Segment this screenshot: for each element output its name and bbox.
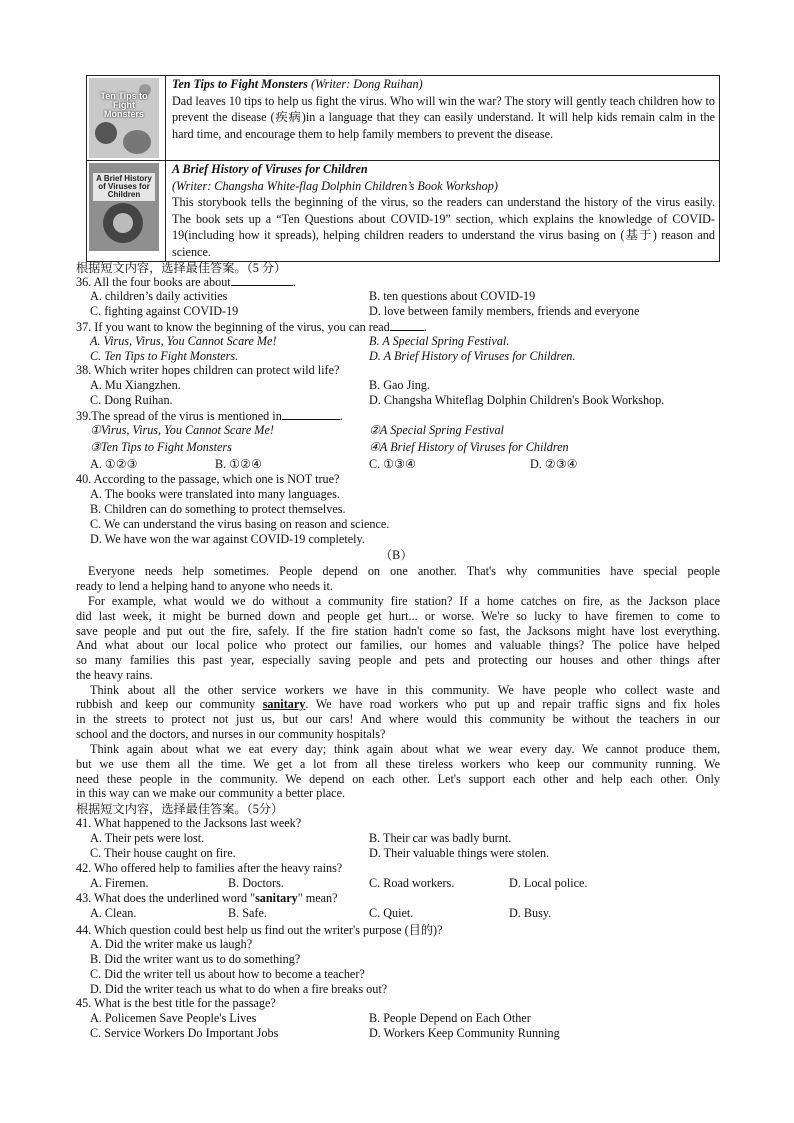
option-38-b: B. Gao Jing. [369,378,430,392]
passage-line: For example, what would we do without a community fire station? If a home catches on fire, as the Jackson place [88,594,720,608]
passage-line: need these people in the community. We depend on each other. Let's support each other and help each other. Only [76,772,720,786]
question-45: 45. What is the best title for the passage? [76,996,276,1010]
question-stem: 36. All the four books are about [76,275,231,289]
passage-line: And what about our local police who protect our families, our homes and valuable things? The police have helped [76,638,720,652]
question-37: 37. If you want to know the beginning of the virus, you can read . [76,320,427,334]
book-description [166,76,720,161]
question-stem: " mean? [297,891,338,905]
option-39-c: C. ①③④ [369,457,417,471]
book-row [87,161,720,262]
option-38-c: C. Dong Ruihan. [90,393,173,407]
section-b-instruction: 根据短文内容，选择最佳答案。（5分） [76,802,284,816]
option-36-c: C. fighting against COVID-19 [90,304,239,318]
cover-title: Ten Tips to Fight Monsters [100,91,148,119]
passage-line: so many families this past year, especially saving people and pets and protecting our houses and other things after [76,653,720,667]
book-writer: (Writer: Dong Ruihan) [307,77,423,91]
option-43-b: B. Safe. [228,906,267,920]
book-writer: (Writer: Changsha White-flag Dolphin Children’s Book Workshop) [172,178,498,193]
cover-title: A Brief History of Viruses for Children [93,173,155,201]
passage-line: the heavy rains. [76,668,153,682]
passage-line: in the streets to protect not just us, but our cars! And where would this community be without the teachers in our [76,712,720,726]
section-b-label: （B） [380,548,413,562]
option-37-a: A. Virus, Virus, You Cannot Scare Me! [90,334,277,348]
book-text: Dad leaves 10 tips to help us fight the virus. Who will win the war? The story will gently teach children how to prevent the disease (疾病)in a language that they can easily understand. It will help kids remain calm in the hard time, and encourage them to help family members to prevent the disease. [172,93,715,141]
book-title: A Brief History of Viruses for Children [172,162,368,176]
option-45-d: D. Workers Keep Community Running [369,1026,560,1040]
passage-text: . We have road workers who put up and repair traffic signs and fix holes [305,697,720,711]
option-37-c: C. Ten Tips to Fight Monsters. [90,349,239,363]
question-40: 40. According to the passage, which one is NOT true? [76,472,340,486]
option-41-b: B. Their car was badly burnt. [369,831,512,845]
option-38-a: A. Mu Xiangzhen. [90,378,181,392]
passage-line: ready to lend a helping hand to anyone who needs it. [76,579,333,593]
question-36: 36. All the four books are about . [76,275,296,289]
question-43 [76,891,338,906]
option-44-c: C. Did the writer tell us about how to become a teacher? [90,967,365,981]
option-43-d: D. Busy. [509,906,552,920]
book-cover-cell [87,76,166,161]
question-stem: 37. If you want to know the beginning of the virus, you can read [76,320,390,334]
book-cover-image [89,78,159,158]
passage-line: Think about all the other service workers we have in this community. We have people who collect waste and [90,683,720,697]
passage-line: but we use them all the time. We get a lot from all these tireless workers who keep our community running. We [76,757,720,771]
option-40-a: A. The books were translated into many languages. [90,487,340,501]
passage-line: did last week, it might be burned down and people get hurt... or worse. We're so lucky to have firemen to come to [76,609,720,623]
option-36-b: B. ten questions about COVID-19 [369,289,536,303]
option-45-b: B. People Depend on Each Other [369,1011,531,1025]
option-45-c: C. Service Workers Do Important Jobs [90,1026,279,1040]
answer-blank [390,319,424,331]
option-42-a: A. Firemen. [90,876,149,890]
option-44-a: A. Did the writer make us laugh? [90,937,253,951]
option-43-a: A. Clean. [90,906,137,920]
option-44-b: B. Did the writer want us to do something? [90,952,301,966]
choice-39-3: ③Ten Tips to Fight Monsters [90,440,232,454]
option-37-d: D. A Brief History of Viruses for Children. [369,349,576,363]
passage-line: school and the doctors, and nurses in our community hospitals? [76,727,386,741]
question-stem: 39.The spread of the virus is mentioned in [76,409,282,423]
book-cover-cell [87,161,166,262]
passage-text: rubbish and keep our community [76,697,263,711]
option-40-c: C. We can understand the virus basing on reason and science. [90,517,390,531]
option-44-d: D. Did the writer teach us what to do when a fire breaks out? [90,982,388,996]
option-36-a: A. children’s daily activities [90,289,228,303]
option-37-b: B. A Special Spring Festival. [369,334,510,348]
question-41: 41. What happened to the Jacksons last week? [76,816,302,830]
choice-39-4: ④A Brief History of Viruses for Children [369,440,569,454]
question-44: 44. Which question could best help us find out the writer's purpose (目的)? [76,923,443,937]
passage-line: save people and put out the fire, safely. If the fire station hadn't come so fast, the Jacksons might have lost everything. [76,624,720,638]
option-39-a: A. ①②③ [90,457,138,471]
underlined-word: sanitary [262,697,306,711]
question-38: 38. Which writer hopes children can protect wild life? [76,363,340,377]
option-42-c: C. Road workers. [369,876,455,890]
book-table [86,75,720,262]
option-43-c: C. Quiet. [369,906,414,920]
option-45-a: A. Policemen Save People's Lives [90,1011,257,1025]
passage-line: Everyone needs help sometimes. People depend on one another. That's why communities have special people [88,564,720,578]
book-cover-image [89,163,159,251]
option-36-d: D. love between family members, friends and everyone [369,304,640,318]
option-39-b: B. ①②④ [215,457,263,471]
option-41-c: C. Their house caught on fire. [90,846,236,860]
choice-39-1: ①Virus, Virus, You Cannot Scare Me! [90,423,274,437]
book-title: Ten Tips to Fight Monsters [172,77,308,91]
option-40-b: B. Children can do something to protect themselves. [90,502,346,516]
option-38-d: D. Changsha Whiteflag Dolphin Children's Book Workshop. [369,393,665,407]
option-41-d: D. Their valuable things were stolen. [369,846,550,860]
section-a-instruction: 根据短文内容，选择最佳答案。（5 分） [76,261,287,275]
question-39: 39.The spread of the virus is mentioned in . [76,409,343,423]
option-42-d: D. Local police. [509,876,588,890]
answer-blank [282,408,340,420]
question-stem: 43. What does the underlined word " [76,891,256,905]
option-41-a: A. Their pets were lost. [90,831,205,845]
book-text: This storybook tells the beginning of the virus, so the readers can understand the history of the virus easily. The book sets up a “Ten Questions about COVID-19” section, which explains the knowledge of COVID-19(including how it spreads), helping children readers to understand the virus basing on (基于) reason and science. [172,195,715,259]
passage-line [76,697,720,712]
option-39-d: D. ②③④ [530,457,578,471]
choice-39-2: ②A Special Spring Festival [369,423,504,437]
passage-line: in this way can we make our community a better place. [76,786,346,800]
option-42-b: B. Doctors. [228,876,284,890]
option-40-d: D. We have won the war against COVID-19 completely. [90,532,365,546]
book-row [87,76,720,161]
question-keyword: sanitary [255,891,298,905]
book-description [166,161,720,262]
answer-blank [231,274,293,286]
passage-line: Think again about what we eat every day; think again about what we wear every day. We cannot produce them, [90,742,720,756]
question-42: 42. Who offered help to families after the heavy rains? [76,861,343,875]
